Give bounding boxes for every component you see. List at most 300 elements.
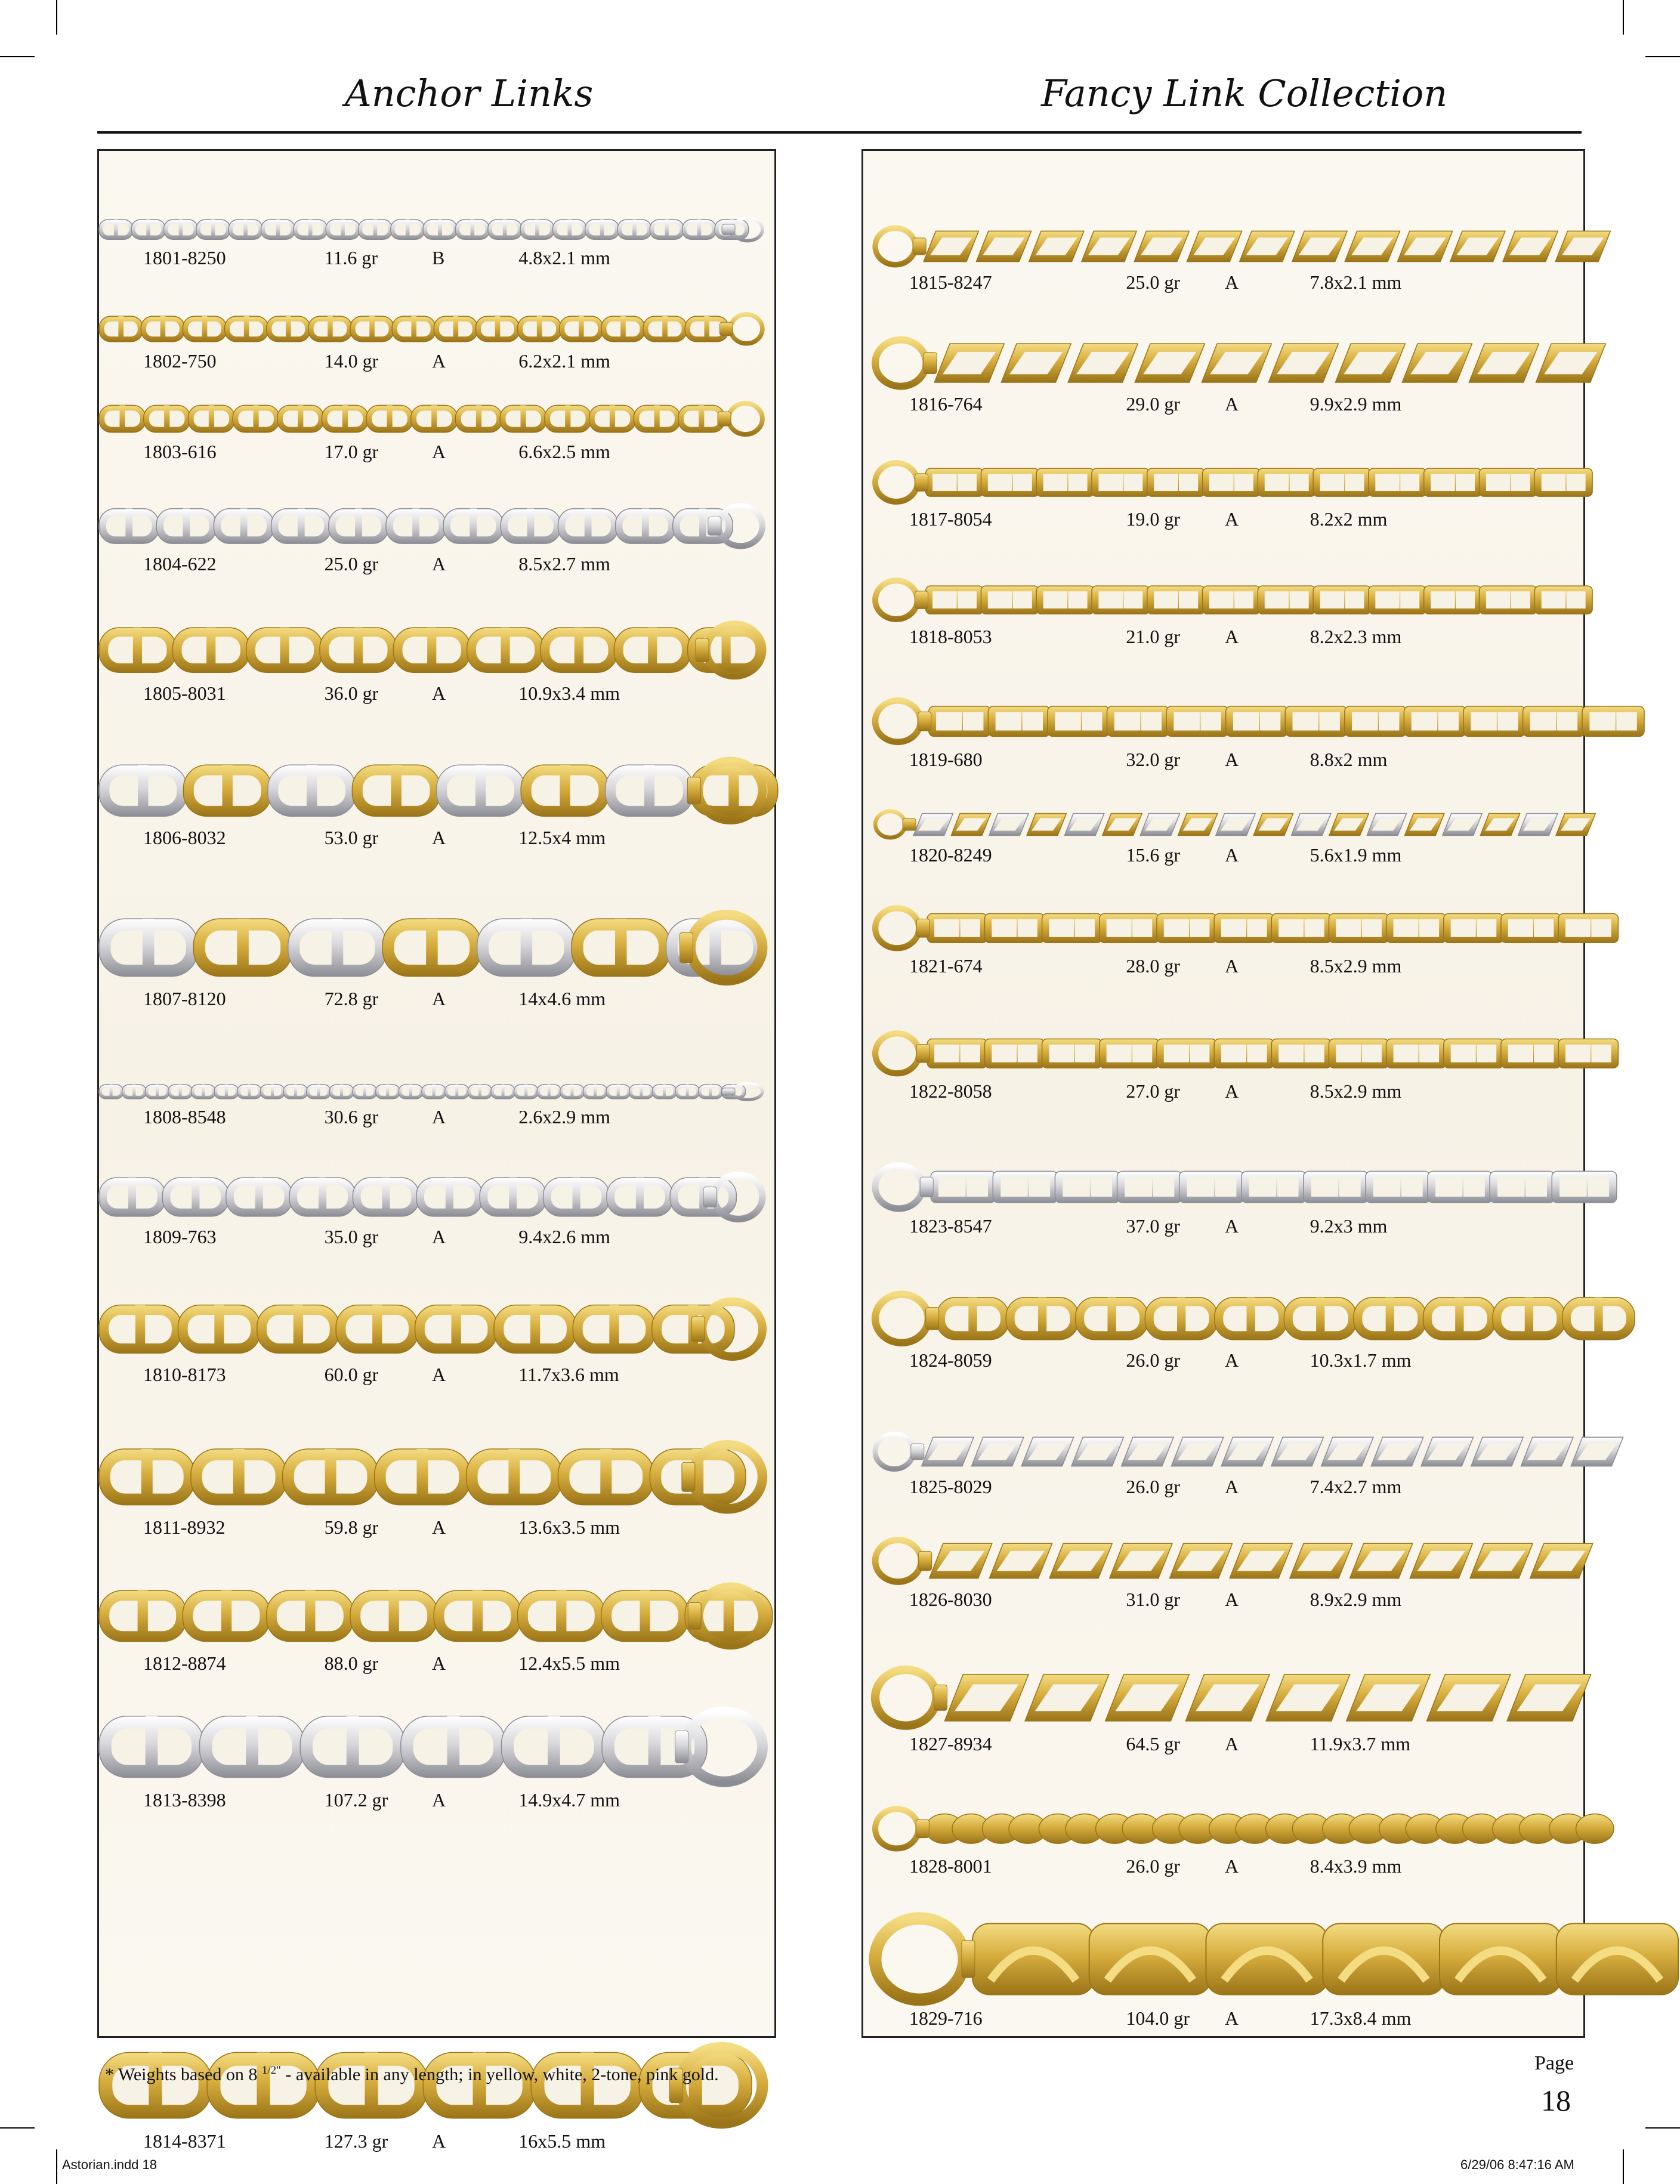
chain-link <box>422 1085 446 1099</box>
size-text: 9.2x3 mm <box>1310 1215 1388 1237</box>
chain-link <box>1122 1437 1173 1466</box>
chain-link <box>518 316 561 342</box>
spec-row <box>863 507 1583 531</box>
chain-link <box>650 220 684 239</box>
weight-text: 53.0 gr <box>324 827 379 848</box>
chain-link <box>99 765 187 816</box>
chain-link <box>268 765 356 816</box>
chain-photo <box>99 1710 774 1783</box>
grade-text: A <box>1225 2007 1239 2029</box>
spec-row <box>863 1348 1583 1372</box>
chain-link <box>99 316 143 342</box>
chain-link <box>1501 914 1561 943</box>
chain-image <box>99 2046 774 2124</box>
grade-text: A <box>432 440 446 462</box>
chain-link <box>300 1716 405 1778</box>
chain-item <box>99 505 774 579</box>
chain-image <box>863 907 1583 949</box>
sku-text: 1827-8934 <box>909 1732 992 1754</box>
grade-text: A <box>432 682 446 704</box>
spec-row <box>863 1079 1583 1103</box>
chain-link <box>1371 1437 1423 1466</box>
crop-mark <box>0 2127 35 2129</box>
sku-text: 1828-8001 <box>909 1855 992 1877</box>
chain-link <box>1530 1543 1593 1578</box>
chain-link <box>1313 468 1371 496</box>
chain-link <box>1242 1171 1307 1203</box>
chain-item <box>863 811 1583 870</box>
clasp-icon <box>875 1670 947 1726</box>
chain-link <box>926 586 984 614</box>
chain-link <box>1536 344 1605 382</box>
chain-link <box>320 628 397 672</box>
chain-link <box>294 220 328 239</box>
crop-mark <box>56 0 57 35</box>
chain-link <box>260 1085 284 1099</box>
chain-link <box>682 220 717 239</box>
chain-link <box>1092 586 1150 614</box>
grade-text: A <box>1225 393 1239 415</box>
chain-link <box>423 220 457 239</box>
size-text: 2.6x2.9 mm <box>518 1106 610 1127</box>
chain-link <box>1436 1814 1500 1844</box>
chain-image <box>99 1083 774 1100</box>
chain-item <box>99 314 774 376</box>
weight-text: 36.0 gr <box>324 682 379 704</box>
clasp-icon <box>875 463 928 502</box>
chain-photo <box>99 314 774 344</box>
chain-image <box>863 1293 1583 1343</box>
weight-text: 60.0 gr <box>324 1363 379 1385</box>
chain-link <box>1323 1814 1387 1844</box>
chain-link <box>225 316 268 342</box>
chain-link <box>445 1085 469 1099</box>
chain-item <box>863 700 1583 775</box>
chain-link <box>520 220 554 239</box>
chain-link <box>1329 914 1388 943</box>
chain-item <box>863 227 1583 298</box>
chain-link <box>1271 914 1331 943</box>
chain-link <box>606 1085 630 1099</box>
chain-link <box>99 509 159 544</box>
chain-image <box>99 1174 774 1220</box>
chain-link <box>1463 706 1525 737</box>
chain-link <box>491 1085 515 1099</box>
chain-link <box>366 405 413 432</box>
size-text: 8.8x2 mm <box>1310 748 1388 770</box>
clasp-icon <box>875 1294 939 1342</box>
spec-row <box>99 1651 774 1675</box>
weight-text: 28.0 gr <box>1126 954 1181 977</box>
chain-image <box>863 1917 1583 2001</box>
spec-row <box>863 954 1583 978</box>
chain-item <box>99 2046 774 2157</box>
chain-item <box>863 462 1583 535</box>
chain-link <box>188 405 234 432</box>
chain-image <box>863 339 1583 387</box>
chain-link <box>1304 1171 1369 1203</box>
chain-link <box>178 1305 260 1354</box>
chain-photo <box>99 1083 774 1100</box>
chain-item <box>99 760 774 854</box>
chain-link <box>616 509 675 544</box>
chain-image <box>863 580 1583 620</box>
sku-text: 1824-8059 <box>909 1349 992 1371</box>
chain-link <box>1444 914 1503 943</box>
sku-text: 1814-8371 <box>143 2130 226 2152</box>
chain-link <box>1147 468 1205 496</box>
chain-link <box>122 1085 146 1099</box>
chain-link <box>1424 468 1482 496</box>
chain-link <box>183 765 271 816</box>
chain-link <box>1386 1039 1446 1068</box>
chain-item <box>863 580 1583 652</box>
chain-link <box>443 509 503 544</box>
chain-photo <box>863 1539 1583 1583</box>
sku-text: 1801-8250 <box>143 246 226 268</box>
size-text: 10.9x3.4 mm <box>518 682 620 704</box>
size-text: 14x4.6 mm <box>518 987 606 1009</box>
chain-link <box>1329 814 1369 836</box>
chain-link <box>237 1085 261 1099</box>
chain-link <box>214 1085 238 1099</box>
chain-link <box>193 919 292 976</box>
chain-link <box>1206 1923 1327 1994</box>
clasp-icon <box>875 1809 929 1848</box>
chain-link <box>416 1178 483 1216</box>
chain-link <box>382 919 481 976</box>
chain-link <box>1410 1543 1472 1578</box>
chain-image <box>863 1033 1583 1074</box>
chain-item <box>863 1164 1583 1241</box>
chain-link <box>1366 1171 1431 1203</box>
clasp-icon <box>875 1540 932 1581</box>
chain-item <box>863 1434 1583 1502</box>
sku-text: 1821-674 <box>909 954 983 977</box>
chain-link <box>1354 1297 1426 1339</box>
chain-link <box>1534 468 1592 496</box>
chain-link <box>1345 706 1407 737</box>
chain-link <box>1215 1297 1287 1339</box>
chain-link <box>589 405 635 432</box>
chain-link <box>934 344 1004 382</box>
size-text: 11.9x3.7 mm <box>1310 1732 1411 1754</box>
chain-link <box>350 316 394 342</box>
chain-link <box>500 405 546 432</box>
chain-link <box>99 1305 181 1354</box>
chain-link <box>415 1305 498 1354</box>
chain-photo <box>863 462 1583 502</box>
grade-text: A <box>432 1788 446 1811</box>
chain-item <box>99 1444 774 1543</box>
spec-row <box>99 681 774 705</box>
footnote-superscript: 1/2" <box>261 2064 281 2077</box>
chain-link <box>585 220 619 239</box>
spec-row <box>863 1587 1583 1611</box>
chain-photo <box>863 700 1583 743</box>
chain-link <box>99 1449 195 1505</box>
grade-text: A <box>432 1652 446 1674</box>
chain-link <box>652 1085 676 1099</box>
size-text: 12.5x4 mm <box>518 827 606 848</box>
footnote-text: * Weights based on 8 <box>105 2065 262 2084</box>
weight-text: 25.0 gr <box>324 552 379 574</box>
chain-link <box>1552 1171 1617 1203</box>
spec-row <box>99 440 774 464</box>
chain-photo <box>863 1917 1583 2001</box>
chain-image <box>99 403 774 435</box>
chain-link <box>375 1449 471 1505</box>
chain-link <box>99 405 146 432</box>
size-text: 8.2x2 mm <box>1310 508 1388 530</box>
sku-text: 1822-8058 <box>909 1080 992 1102</box>
chain-link <box>283 1449 379 1505</box>
chain-link <box>1521 1437 1573 1466</box>
clasp-icon <box>875 228 926 264</box>
chain-photo <box>863 811 1583 838</box>
chain-item <box>99 1083 774 1132</box>
weight-text: 127.3 gr <box>324 2130 388 2152</box>
chain-photo <box>863 580 1583 620</box>
chain-link <box>393 628 470 672</box>
chain-item <box>99 1300 774 1390</box>
chain-link <box>988 706 1050 737</box>
spec-row <box>863 747 1583 771</box>
sku-text: 1811-8932 <box>143 1516 226 1538</box>
chain-link <box>1021 1437 1073 1466</box>
chain-link <box>1558 914 1618 943</box>
chain-link <box>1534 586 1592 614</box>
chain-link <box>480 1178 546 1216</box>
chain-link <box>1404 706 1466 737</box>
chain-link <box>1369 586 1426 614</box>
chain-image <box>99 1586 774 1647</box>
size-text: 8.5x2.9 mm <box>1310 954 1402 977</box>
size-text: 7.8x2.1 mm <box>1310 271 1402 293</box>
chain-link <box>1450 231 1505 261</box>
chain-link <box>1479 586 1537 614</box>
chain-link <box>937 1297 1009 1339</box>
chain-photo <box>99 623 774 676</box>
chain-link <box>468 1085 492 1099</box>
spec-row <box>863 1854 1583 1878</box>
chain-link <box>1096 1814 1160 1844</box>
size-text: 12.4x5.5 mm <box>518 1652 620 1674</box>
chain-image <box>863 811 1583 838</box>
chain-link <box>543 1178 610 1216</box>
chain-link <box>233 405 279 432</box>
chain-link <box>191 1449 287 1505</box>
size-text: 14.9x4.7 mm <box>518 1788 620 1811</box>
sku-text: 1805-8031 <box>143 682 226 704</box>
chain-link <box>99 1178 165 1216</box>
chain-link <box>183 1590 270 1641</box>
chain-link <box>1153 1814 1217 1844</box>
chain-link <box>1480 814 1520 836</box>
chain-link <box>518 1590 605 1641</box>
chain-item <box>863 1033 1583 1107</box>
spec-row <box>99 349 774 373</box>
chain-link <box>308 316 352 342</box>
chain-link <box>989 1543 1052 1578</box>
chain-link <box>329 1085 353 1099</box>
size-text: 8.4x3.9 mm <box>1310 1855 1402 1877</box>
chain-link <box>488 220 522 239</box>
size-text: 8.5x2.9 mm <box>1310 1080 1402 1102</box>
sku-text: 1820-8249 <box>909 844 992 866</box>
clasp-icon <box>875 580 928 619</box>
weight-text: 19.0 gr <box>1126 508 1181 530</box>
weight-text: 59.8 gr <box>324 1516 379 1538</box>
chain-link <box>467 628 544 672</box>
chain-link <box>1549 1814 1614 1844</box>
sku-text: 1826-8030 <box>909 1588 992 1610</box>
chain-link <box>924 231 978 261</box>
chain-link <box>1313 586 1371 614</box>
chain-item <box>863 1539 1583 1615</box>
chain-photo <box>99 1174 774 1220</box>
size-text: 8.2x2.3 mm <box>1310 625 1402 647</box>
sku-text: 1810-8173 <box>143 1363 226 1385</box>
chain-link <box>606 765 694 816</box>
chain-image <box>99 505 774 547</box>
clasp-icon <box>875 339 937 386</box>
size-text: 11.7x3.6 mm <box>518 1363 619 1385</box>
chain-link <box>501 1716 606 1778</box>
chain-link <box>1493 1297 1565 1339</box>
grade-text: A <box>1225 508 1239 530</box>
chain-photo <box>863 1434 1583 1470</box>
chain-link <box>1110 1543 1172 1578</box>
chain-link <box>972 1923 1094 1994</box>
chain-link <box>411 405 458 432</box>
sku-text: 1816-764 <box>909 393 983 415</box>
chain-link <box>1145 1297 1218 1339</box>
chain-link <box>617 220 651 239</box>
chain-link <box>226 1178 292 1216</box>
grade-text: A <box>1225 954 1239 977</box>
chain-photo <box>863 1293 1583 1343</box>
grade-text: A <box>1225 844 1239 866</box>
chain-link <box>322 405 368 432</box>
chain-item <box>863 1808 1583 1882</box>
chain-link <box>228 220 262 239</box>
chain-image <box>99 913 774 982</box>
chain-link <box>601 316 645 342</box>
chain-link <box>541 628 617 672</box>
chain-link <box>1271 1437 1323 1466</box>
chain-link <box>145 1085 169 1099</box>
chain-link <box>1068 344 1138 382</box>
chain-link <box>614 628 691 672</box>
chain-link <box>558 1449 654 1505</box>
chain-item <box>99 1586 774 1679</box>
chain-link <box>952 814 991 836</box>
chain-image <box>99 1444 774 1510</box>
grade-text: A <box>432 1516 446 1538</box>
chain-link <box>1092 468 1150 496</box>
chain-link <box>521 765 609 816</box>
size-text: 6.2x2.1 mm <box>518 350 610 372</box>
chain-link <box>172 628 249 672</box>
chain-link <box>271 509 331 544</box>
spec-row <box>99 2129 774 2153</box>
weight-text: 30.6 gr <box>324 1106 379 1127</box>
chain-item <box>863 339 1583 419</box>
chain-link <box>1048 706 1110 737</box>
size-text: 10.3x1.7 mm <box>1310 1349 1412 1371</box>
chain-link <box>376 1085 400 1099</box>
grade-text: A <box>432 987 446 1009</box>
crop-mark <box>0 56 35 57</box>
spec-row <box>99 1788 774 1812</box>
chain-link <box>1405 814 1444 836</box>
spec-row <box>99 1105 774 1129</box>
spec-row <box>863 625 1583 648</box>
clasp-icon <box>875 1034 929 1074</box>
chain-link <box>514 1085 538 1099</box>
chain-link <box>1157 1039 1216 1068</box>
chain-link <box>1166 706 1228 737</box>
chain-link <box>537 1085 561 1099</box>
chain-link <box>392 316 436 342</box>
grade-text: A <box>1225 748 1239 770</box>
chain-link <box>560 1085 584 1099</box>
weight-text: 31.0 gr <box>1126 1588 1181 1610</box>
chain-link <box>1214 1039 1274 1068</box>
sku-text: 1804-622 <box>143 552 217 574</box>
weight-text: 107.2 gr <box>324 1788 388 1811</box>
chain-link <box>1226 706 1288 737</box>
chain-item <box>99 403 774 467</box>
chain-link <box>467 1449 563 1505</box>
chain-link <box>1209 1814 1274 1844</box>
chain-link <box>1493 1814 1557 1844</box>
chain-link <box>1557 1923 1678 1994</box>
chain-link <box>1105 1675 1190 1721</box>
grade-text: A <box>1225 1475 1239 1497</box>
chain-link <box>929 706 991 737</box>
chain-link <box>1266 1675 1350 1721</box>
chain-link <box>1290 1543 1352 1578</box>
chain-photo <box>99 1444 774 1510</box>
chain-link <box>1421 1437 1473 1466</box>
chain-link <box>401 1716 506 1778</box>
chain-item <box>863 907 1583 981</box>
chain-link <box>1100 914 1159 943</box>
chain-link <box>99 2052 212 2118</box>
chain-link <box>531 2052 644 2118</box>
size-text: 9.9x2.9 mm <box>1310 393 1402 415</box>
chain-link <box>1558 1039 1618 1068</box>
chain-link <box>359 220 393 239</box>
sku-text: 1818-8053 <box>909 625 992 647</box>
grade-text: A <box>432 350 446 372</box>
chain-link <box>477 919 576 976</box>
weight-text: 27.0 gr <box>1126 1080 1181 1102</box>
clasp-icon <box>875 700 931 742</box>
spec-row <box>99 987 774 1011</box>
grade-text: A <box>1225 1588 1239 1610</box>
grade-text: A <box>1225 1080 1239 1102</box>
weight-text: 104.0 gr <box>1126 2007 1190 2029</box>
chain-link <box>99 628 176 672</box>
chain-image <box>99 1300 774 1358</box>
chain-photo <box>863 907 1583 949</box>
chain-item <box>99 218 774 273</box>
chain-link <box>329 509 388 544</box>
chain-item <box>99 623 774 709</box>
